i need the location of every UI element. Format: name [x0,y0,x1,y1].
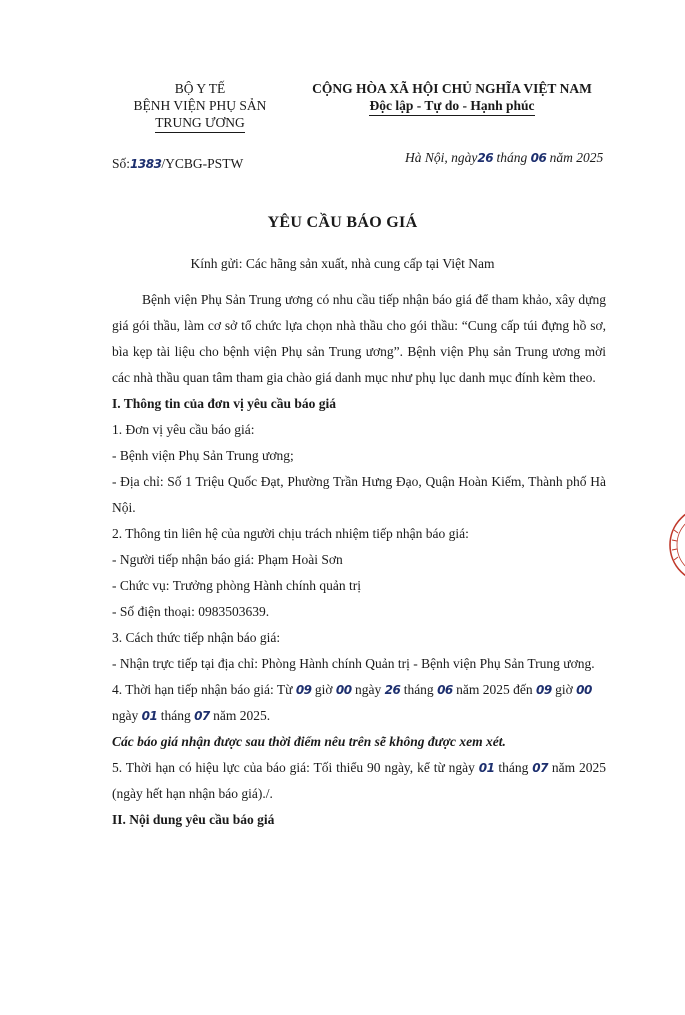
section1-heading: I. Thông tin của đơn vị yêu cầu báo giá [112,396,337,411]
greeting: Kính gửi: Các hãng sản xuất, nhà cung cấp tại Việt Nam [190,256,495,271]
handwritten-month: 06 [530,151,547,165]
item1-title: 1. Đơn vị yêu cầu báo giá: [112,422,255,437]
issuer-block [100,80,300,133]
item1-name: - Bệnh viện Phụ Sản Trung ương; [112,448,294,463]
hospital-name-line2: TRUNG ƯƠNG [155,114,245,133]
national-motto: Độc lập - Tự do - Hạnh phúc [369,97,534,116]
handwritten-month-start: 06 [437,683,453,697]
item1-address: - Địa chỉ: Số 1 Triệu Quốc Đạt, Phường Trần Hưng Đạo, Quận Hoàn Kiếm, Thành phố Hà Nội. [112,474,606,515]
national-header [292,80,612,116]
document-title: YÊU CẦU BÁO GIÁ [267,214,418,231]
handwritten-validity-day: 01 [478,761,495,775]
red-seal-stamp [662,500,685,590]
item2-title: 2. Thông tin liên hệ của người chịu trách nhiệm tiếp nhận báo giá: [112,526,469,541]
handwritten-day: 26 [477,151,494,165]
handwritten-minute-end: 00 [576,683,592,697]
hospital-name-line1: BỆNH VIỆN PHỤ SẢN [133,98,267,113]
handwritten-ref-number: 1383 [130,157,162,171]
item4-deadline: 4. Thời hạn tiếp nhận báo giá: Từ 09 giờ 00 ngày 26 tháng 06 năm 2025 đến 09 giờ 00 ngày 01 tháng 07 năm 2025. [112,682,592,723]
intro-paragraph: Bệnh viện Phụ Sản Trung ương có nhu cầu tiếp nhận báo giá để tham khảo, xây dựng giá gói thầu, làm cơ sở tổ chức lựa chọn nhà thầu cho gói thầu: “Cung cấp túi đựng hồ sơ, bìa kẹp tài liệu cho bệnh viện Phụ sản Trung ương”. Bệnh viện Phụ sản Trung ương mời các nhà thầu quan tâm tham gia chào giá danh mục như phụ lục danh mục đính kèm theo. [112,292,606,385]
handwritten-month-end: 07 [194,709,210,723]
item3-method: - Nhận trực tiếp tại địa chỉ: Phòng Hành chính Quản trị - Bệnh viện Phụ Sản Trung ương. [112,656,595,671]
handwritten-hour-end: 09 [536,683,552,697]
section2-heading: II. Nội dung yêu cầu báo giá [112,812,275,827]
seal-outer-ring [670,507,685,583]
item2-position: - Chức vụ: Trưởng phòng Hành chính quản trị [112,578,362,593]
reference-number: Số:1383/YCBG-PSTW [112,156,244,171]
handwritten-minute-start: 00 [335,683,352,697]
seal-inner-ring [677,514,685,576]
ministry-name: BỘ Y TẾ [174,81,226,96]
item2-phone: - Số điện thoại: 0983503639. [112,604,270,619]
country-name: CỘNG HÒA XÃ HỘI CHỦ NGHĨA VIỆT NAM [312,81,592,96]
item2-person: - Người tiếp nhận báo giá: Phạm Hoài Sơn [112,552,343,567]
handwritten-validity-month: 07 [532,761,548,775]
handwritten-day-start: 26 [384,683,401,697]
late-warning: Các báo giá nhận được sau thời điểm nêu trên sẽ không được xem xét. [112,734,506,749]
issue-date: Hà Nội, ngày26 tháng 06 năm 2025 [405,150,604,165]
item5-validity: 5. Thời hạn có hiệu lực của báo giá: Tối thiểu 90 ngày, kể từ ngày 01 tháng 07 năm 2025 (ngày hết hạn nhận báo giá)./. [112,760,607,801]
item3-title: 3. Cách thức tiếp nhận báo giá: [112,630,281,645]
handwritten-hour-start: 09 [295,683,312,697]
handwritten-day-end: 01 [141,709,158,723]
document-body [112,287,606,833]
